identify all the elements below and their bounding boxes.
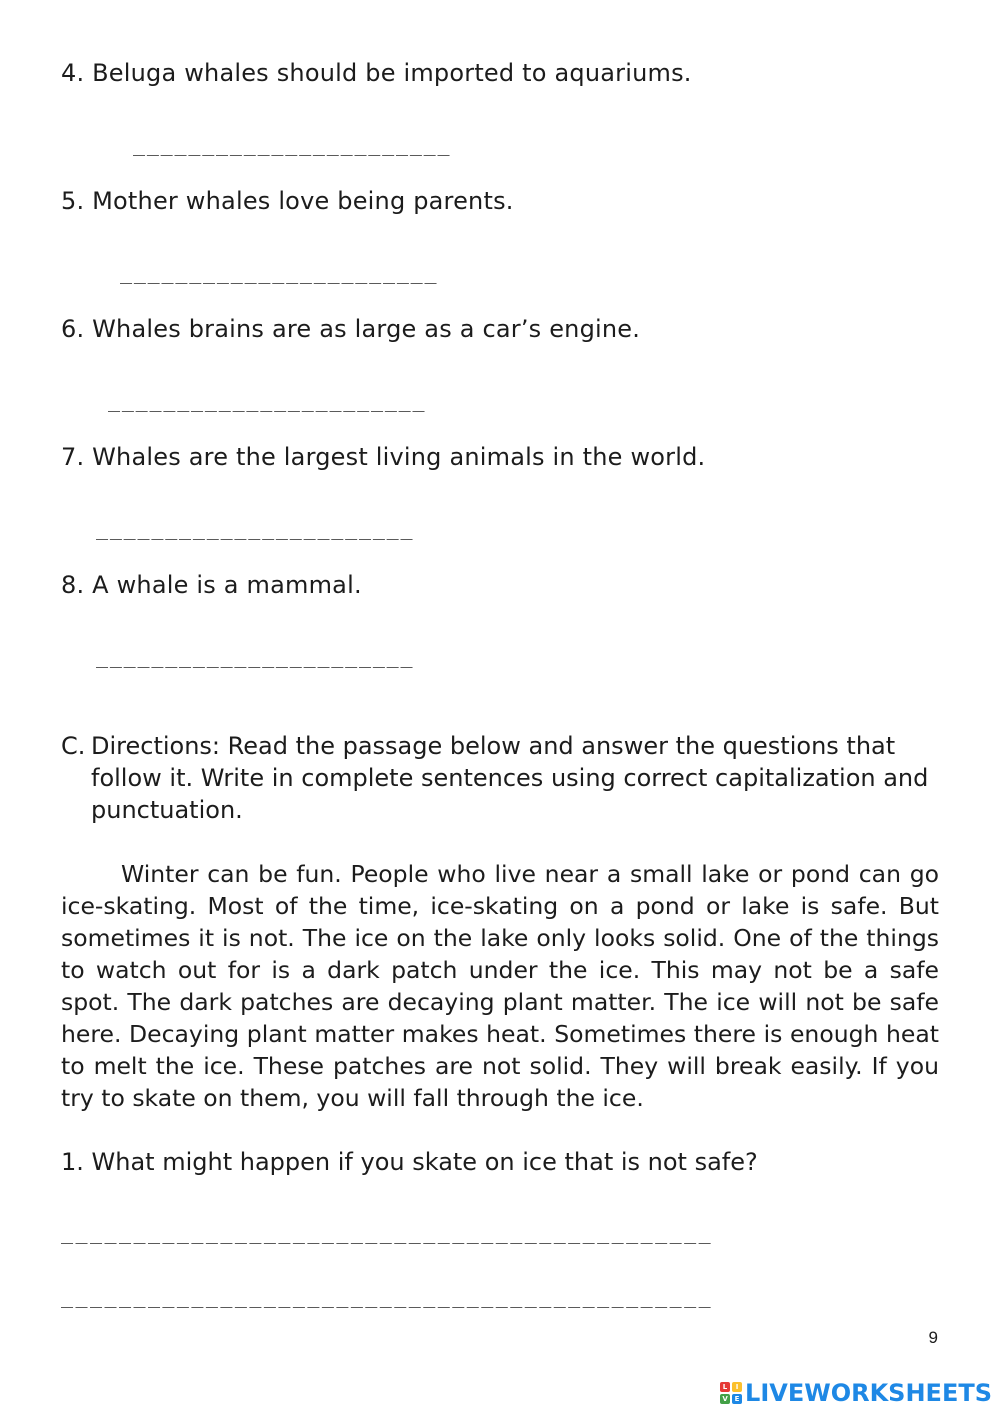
logo-tile-v: V <box>720 1394 730 1404</box>
logo-tile-e: E <box>732 1394 742 1404</box>
liveworksheets-logo-icon <box>720 1382 742 1404</box>
answer-blank-8[interactable]: _______________________ <box>96 644 415 668</box>
page-number: 9 <box>928 1328 938 1347</box>
logo-tile-l: L <box>720 1382 730 1392</box>
statement-8: 8. A whale is a mammal. <box>61 571 362 599</box>
answer-blank-5[interactable]: _______________________ <box>120 260 439 284</box>
answer-line-1[interactable]: _____________________________________________ <box>61 1220 714 1244</box>
reading-passage: Winter can be fun. People who live near a small lake or pond can go ice-skating. Most of the time, ice-skating on a pond or lake is safe. But sometimes it is not. The ice on the lake only looks solid. One of the things to watch out for is a dark patch under the ice. This may not be a safe spot. The dark patches are decaying plant matter. The ice will not be safe here. Decaying plant matter makes heat. Sometimes there is enough heat to melt the ice. These patches are not solid. They will break easily. If you try to skate on them, you will fall through the ice. <box>61 860 939 1112</box>
brand-text: LIVEWORKSHEETS <box>745 1379 992 1407</box>
logo-tile-i: I <box>732 1382 742 1392</box>
statement-5: 5. Mother whales love being parents. <box>61 187 514 215</box>
statement-4: 4. Beluga whales should be imported to aquariums. <box>61 59 692 87</box>
directions-text: Directions: Read the passage below and answer the questions that follow it. Write in complete sentences using correct capitalization and punctuation. <box>91 732 929 824</box>
answer-blank-4[interactable]: _______________________ <box>133 132 452 156</box>
section-c-directions <box>61 730 941 826</box>
question-1: 1. What might happen if you skate on ice that is not safe? <box>61 1148 758 1176</box>
answer-blank-7[interactable]: _______________________ <box>96 516 415 540</box>
section-c-letter: C. <box>61 732 86 760</box>
statement-7: 7. Whales are the largest living animals in the world. <box>61 443 706 471</box>
liveworksheets-brand[interactable] <box>720 1379 992 1407</box>
answer-blank-6[interactable]: _______________________ <box>108 388 427 412</box>
statement-6: 6. Whales brains are as large as a car’s engine. <box>61 315 641 343</box>
answer-line-2[interactable]: _____________________________________________ <box>61 1284 714 1308</box>
